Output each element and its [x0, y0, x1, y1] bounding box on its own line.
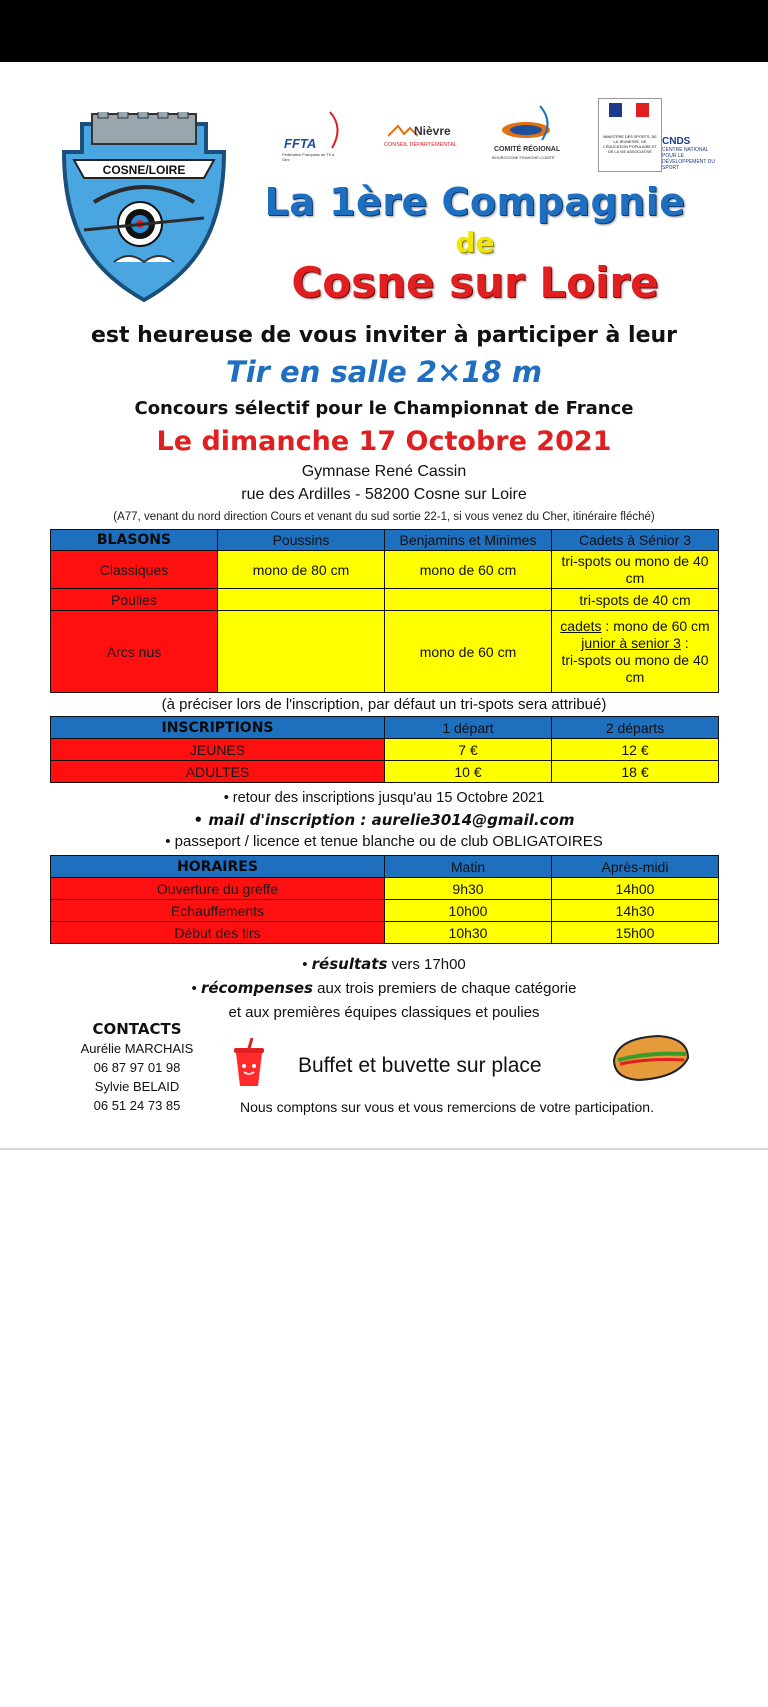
comite-label: COMITÉ RÉGIONAL	[494, 146, 561, 153]
event-type: Tir en salle 2×18 m	[225, 355, 543, 389]
ministere-label: MINISTÈRE DES SPORTS, DE LA JEUNESSE, DE L'ÉDUCATION POPULAIRE ET DE LA VIE ASSOCIATIVE	[603, 135, 657, 154]
col-matin: Matin	[385, 856, 552, 878]
blasons-note: (à préciser lors de l'inscription, par défaut un tri-spots sera attribué)	[161, 696, 607, 713]
recompenses-label: récompenses	[200, 979, 313, 997]
nievre-sub: CONSEIL DÉPARTEMENTAL	[384, 142, 457, 148]
sandwich-icon	[608, 1030, 692, 1086]
price-adultes-2: 18 €	[552, 761, 719, 783]
contact1-phone[interactable]: 06 87 97 01 98	[93, 1060, 181, 1075]
venue-address: rue des Ardilles - 58200 Cosne sur Loire	[241, 486, 527, 503]
table-row	[51, 551, 719, 589]
directions-text: (A77, venant du nord direction Cours et venant du sud sortie 22-1, si vous venez du Cher, itinéraire fléché)	[113, 511, 655, 523]
row-label-classiques: Classiques	[51, 551, 218, 589]
bullet: •	[302, 956, 312, 973]
resultats-label: résultats	[311, 955, 388, 973]
contacts-block	[62, 1020, 212, 1115]
table-row	[51, 739, 719, 761]
cell-poulies-cadets: tri-spots de 40 cm	[552, 589, 719, 611]
bullet: •	[191, 980, 201, 997]
status-bar	[0, 0, 768, 62]
blasons-header-row	[51, 530, 719, 551]
col-benjamins: Benjamins et Minimes	[385, 530, 552, 551]
cadets-label: cadets	[560, 617, 602, 634]
title-line3: Cosne sur Loire	[291, 258, 659, 307]
comite-logo	[490, 104, 570, 164]
horaires-header-row	[51, 856, 719, 878]
recompenses-line	[0, 979, 768, 997]
cell-arcsnus-poussins	[218, 611, 385, 693]
bullet-retour: • retour des inscriptions jusqu'au 15 Octobre 2021	[223, 790, 545, 806]
concours-text: Concours sélectif pour le Championnat de France	[134, 398, 634, 419]
french-flag-icon	[609, 103, 649, 117]
row-label-poulies: Poulies	[51, 589, 218, 611]
table-row	[51, 878, 719, 900]
title-line1: La 1ère Compagnie	[264, 180, 686, 224]
cell-poulies-benjamins	[385, 589, 552, 611]
comite-target-icon	[490, 104, 570, 142]
greffe-matin: 9h30	[385, 878, 552, 900]
row-label-echauffements: Echauffements	[51, 900, 385, 922]
greffe-apres-midi: 14h00	[552, 878, 719, 900]
invite-text: est heureuse de vous inviter à participer à leur	[90, 323, 678, 348]
horaires-table	[50, 855, 719, 944]
drink-cup-icon	[230, 1038, 268, 1088]
ffta-label: FFTA	[284, 136, 317, 151]
cnds-label: CNDS	[662, 136, 691, 147]
col-poussins: Poussins	[218, 530, 385, 551]
divider	[0, 1148, 768, 1150]
crest-logo	[54, 112, 234, 304]
crest-text: COSNE/LOIRE	[102, 163, 186, 177]
event-date: Le dimanche 17 Octobre 2021	[156, 426, 612, 457]
cell-arcsnus-benjamins: mono de 60 cm	[385, 611, 552, 693]
resultats-time: vers 17h00	[387, 956, 466, 973]
inscriptions-header-row	[51, 717, 719, 739]
row-label-greffe: Ouverture du greffe	[51, 878, 385, 900]
ministere-logo	[598, 98, 662, 172]
horaires-header: HORAIRES	[51, 856, 385, 878]
row-label-debut-tirs: Début des tirs	[51, 922, 385, 944]
col-apres-midi: Après-midi	[552, 856, 719, 878]
cnds-logo	[662, 136, 722, 171]
debut-tirs-apres-midi: 15h00	[552, 922, 719, 944]
cell-poulies-poussins	[218, 589, 385, 611]
resultats-line	[0, 955, 768, 973]
table-row	[51, 761, 719, 783]
bullet-mail[interactable]: • mail d'inscription : aurelie3014@gmail.com	[193, 811, 575, 829]
contact1-name: Aurélie MARCHAIS	[80, 1041, 194, 1056]
row-label-arcsnus: Arcs nus	[51, 611, 218, 693]
junior-colon: :	[680, 634, 689, 651]
col-2-departs: 2 départs	[552, 717, 719, 739]
ffta-sub: Fédération Française de Tir à l'Arc	[282, 152, 335, 162]
contact2-name: Sylvie BELAID	[94, 1079, 180, 1094]
cadets-value: : mono de 60 cm	[601, 617, 710, 634]
contacts-title: CONTACTS	[92, 1020, 182, 1038]
cell-classiques-benjamins: mono de 60 cm	[385, 551, 552, 589]
row-label-jeunes: JEUNES	[51, 739, 385, 761]
col-cadets: Cadets à Sénior 3	[552, 530, 719, 551]
buffet-text: Buffet et buvette sur place	[298, 1054, 542, 1077]
thanks-text: Nous comptons sur vous et vous remercions de votre participation.	[240, 1099, 654, 1115]
title-line2: de	[455, 226, 495, 259]
bullet-passeport: • passeport / licence et tenue blanche ou de club OBLIGATOIRES	[165, 833, 603, 850]
venue-name: Gymnase René Cassin	[301, 463, 467, 480]
junior-label: junior à senior 3	[581, 634, 681, 651]
blasons-header: BLASONS	[51, 530, 218, 551]
junior-value: tri-spots ou mono de 40 cm	[561, 651, 709, 685]
nievre-logo	[384, 124, 464, 154]
inscriptions-header: INSCRIPTIONS	[51, 717, 385, 739]
table-row	[51, 611, 719, 693]
blasons-table	[50, 529, 719, 693]
table-row	[51, 922, 719, 944]
cell-classiques-poussins: mono de 80 cm	[218, 551, 385, 589]
comite-sub: BOURGOGNE FRANCHE-COMTÉ	[492, 155, 555, 160]
contact2-phone[interactable]: 06 51 24 73 85	[93, 1098, 181, 1113]
recompenses-text: aux trois premiers de chaque catégorie	[312, 980, 577, 997]
ffta-logo	[282, 108, 352, 162]
cell-arcsnus-cadets	[552, 611, 719, 693]
table-row	[51, 900, 719, 922]
price-adultes-1: 10 €	[385, 761, 552, 783]
echauffements-matin: 10h00	[385, 900, 552, 922]
price-jeunes-2: 12 €	[552, 739, 719, 761]
row-label-adultes: ADULTES	[51, 761, 385, 783]
inscriptions-table	[50, 716, 719, 783]
table-row	[51, 589, 719, 611]
recompenses-line2: et aux premières équipes classiques et poulies	[228, 1004, 540, 1021]
debut-tirs-matin: 10h30	[385, 922, 552, 944]
price-jeunes-1: 7 €	[385, 739, 552, 761]
nievre-label: Nièvre	[414, 124, 451, 138]
cell-classiques-cadets: tri-spots ou mono de 40 cm	[552, 551, 719, 589]
echauffements-apres-midi: 14h30	[552, 900, 719, 922]
col-1-depart: 1 départ	[385, 717, 552, 739]
cnds-sub: CENTRE NATIONAL POUR LE DÉVELOPPEMENT DU SPORT	[662, 147, 715, 171]
